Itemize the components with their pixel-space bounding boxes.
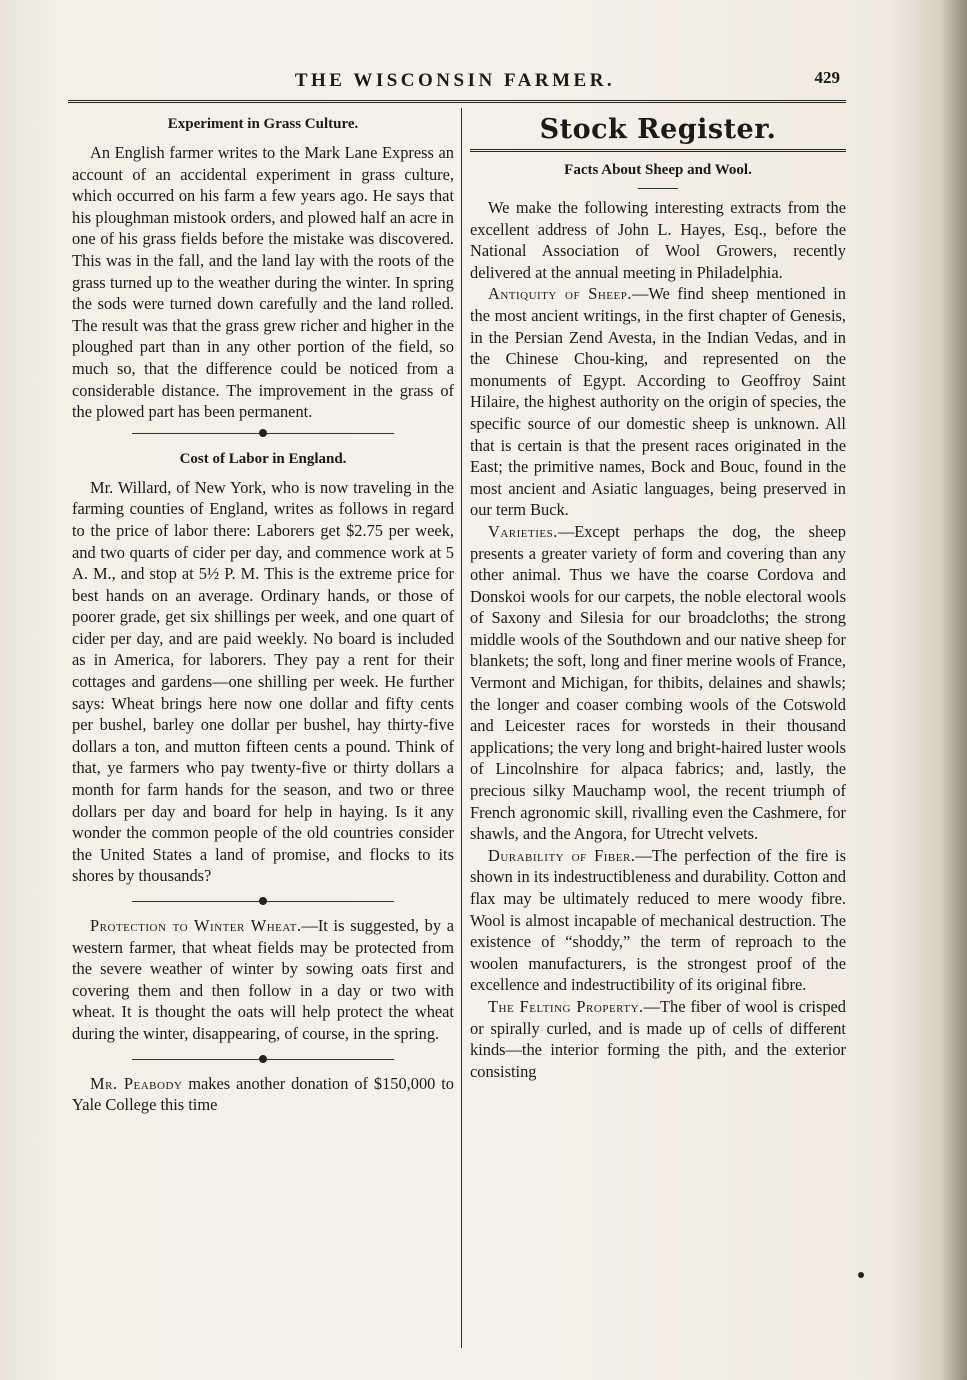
article-lead-peabody: Mr. Peabody bbox=[90, 1073, 183, 1093]
article-text-wheat: —It is suggested, by a western farmer, that wheat fields may be protected from the severe weather of winter by sowing oats first and covering them and then follow in a day or two with wheat. It is thought the oats will help protect the wheat during the winter, disappearing, of course, in the spring. bbox=[72, 916, 454, 1043]
lead-antiquity: Antiquity of Sheep. bbox=[488, 284, 632, 304]
article-intro-sheep: We make the following interesting extracts from the excellent address of John L. Hayes, Esq., before the National Association of Wool Growers, recently delivered at the annual meeting in Philadelphia. bbox=[470, 198, 846, 282]
paragraph-felting bbox=[470, 996, 846, 1082]
article-separator bbox=[72, 1053, 454, 1067]
lead-varieties: Varieties. bbox=[488, 521, 558, 541]
header-rule bbox=[68, 100, 846, 103]
lead-durability: Durability of Fiber. bbox=[488, 845, 636, 865]
article-body-labor: Mr. Willard, of New York, who is now traveling in the farming counties of England, writes as follows in regard to the price of labor there: Laborers get $2.75 per week, and two quarts of cider per day, and commence work at 5 A. M., and stop at 5½ P. M. This is the extreme price for best hands on an average. Ordinary hands, or those of poorer grade, get six shillings per week, and one quart of cider per day, and are paid weekly. No board is included as in America, for laborers. They pay a rent for their cottages and gardens—one shilling per week. He further says: Wheat brings here now one dollar and fifty cents per bushel, barley one dollar per bushel, hay thirty-five dollars a ton, and mutton fifteen cents a pound. Think of that, ye farmers who pay twenty-five or thirty dollars a month for farm hands for the season, and two or three dollars per day and board for help in haying. Is it any wonder the common people of the old countries consider the United States a land of promise, and flocks to its shores by thousands? bbox=[72, 477, 454, 886]
text-varieties: —Except perhaps the dog, the sheep presents a greater variety of form and covering than any other animal. Thus we have the coarse Cordova and Donskoi wools for our carpets, the noble electoral wools of Saxony and Silesia for our broadcloths; the strong middle wools of the Southdown and our native sheep for blankets; the soft, long and finer merine wools of France, Vermont and Michigan, for thibits, delaines and shawls; the longer and coaser combing wools of the Cotswold and Leicester races for worsteds in their thousand applications; the very long and bright-haired luster wools of Lincolnshire for alpaca fabrics; and, lastly, the precious silky Mauchamp wool, the recent triumph of French agronomic skill, rivalling even the Cashmere, for shawls, and the Angora, for Utrecht velvets. bbox=[470, 521, 846, 844]
article-body-wheat bbox=[72, 915, 454, 1045]
margin-bullet-mark bbox=[858, 1272, 864, 1278]
article-title-grass: Experiment in Grass Culture. bbox=[167, 116, 359, 132]
article-body-peabody bbox=[72, 1073, 454, 1116]
text-antiquity: —We find sheep mentioned in the most ancient writings, in the first chapter of Genesis, in the Persian Zend Avesta, in the Indian Vedas, and in the Chinese Chou-king, and represented on the monuments of Egypt. According to Geoffroy Saint Hilaire, the highest authority on the origin of species, the specific source of our domestic sheep is unknown. All that is certain is that the present races originated in the East; the primitive names, Bock and Bouc, found in the most ancient and Asiatic languages, being preserved in our term Buck. bbox=[470, 284, 846, 520]
text-felting: —The fiber of wool is crisped or spirally curled, and is made up of cells of different kinds—the interior forming the pith, and the exterior consisting bbox=[470, 996, 846, 1081]
article-title-labor: Cost of Labor in England. bbox=[179, 450, 347, 467]
book-spine-edge bbox=[943, 0, 967, 1380]
right-column bbox=[470, 106, 846, 1082]
section-title-stock-register: Stock Register. bbox=[539, 114, 777, 145]
page-number: 429 bbox=[814, 68, 840, 87]
article-text-peabody: makes another donation of $150,000 to Yale College this time bbox=[72, 1073, 454, 1115]
article-body-grass: An English farmer writes to the Mark Lane Express an account of an accidental experiment in grass culture, which occurred on his farm a few years ago. He says that his ploughman mistook orders, and plowed half an acre in one of his grass fields before the mistake was discovered. This was in the fall, and the land lay with the roots of the grass turned up to the weather during the winter. In spring the sods were turned down carefully and the land rolled. The result was that the grass grew richer and higher in the ploughed part than in any other portion of the field, so much so, that the difference could be noticed from a considerable distance. The improvement in the grass of the plowed part has been permanent. bbox=[72, 143, 454, 422]
text-durability: —The perfection of the fire is shown in its indestructibleness and durability. Cotton and flax may be ultimately reduced to mere woody fibre. Wool is almost incapable of mechanical destruction. The existence of “shoddy,” the term of reproach to the woolen manufacturers, is the strongest proof of the excellence and indestructibility of its original fibre. bbox=[470, 845, 846, 995]
page-header bbox=[60, 70, 850, 94]
section-rule bbox=[470, 149, 846, 152]
paragraph-durability bbox=[470, 845, 846, 996]
paragraph-varieties bbox=[470, 521, 846, 845]
left-column bbox=[72, 106, 454, 1116]
article-lead-wheat: Protection to Winter Wheat. bbox=[90, 916, 302, 935]
masthead-title: THE WISCONSIN FARMER. bbox=[294, 70, 616, 91]
article-separator bbox=[72, 895, 454, 909]
paragraph-antiquity bbox=[470, 283, 846, 521]
lead-felting: The Felting Property. bbox=[488, 996, 644, 1016]
title-rule bbox=[638, 188, 678, 189]
article-separator bbox=[72, 427, 454, 441]
article-title-sheep: Facts About Sheep and Wool. bbox=[564, 162, 752, 178]
column-divider bbox=[461, 108, 462, 1348]
